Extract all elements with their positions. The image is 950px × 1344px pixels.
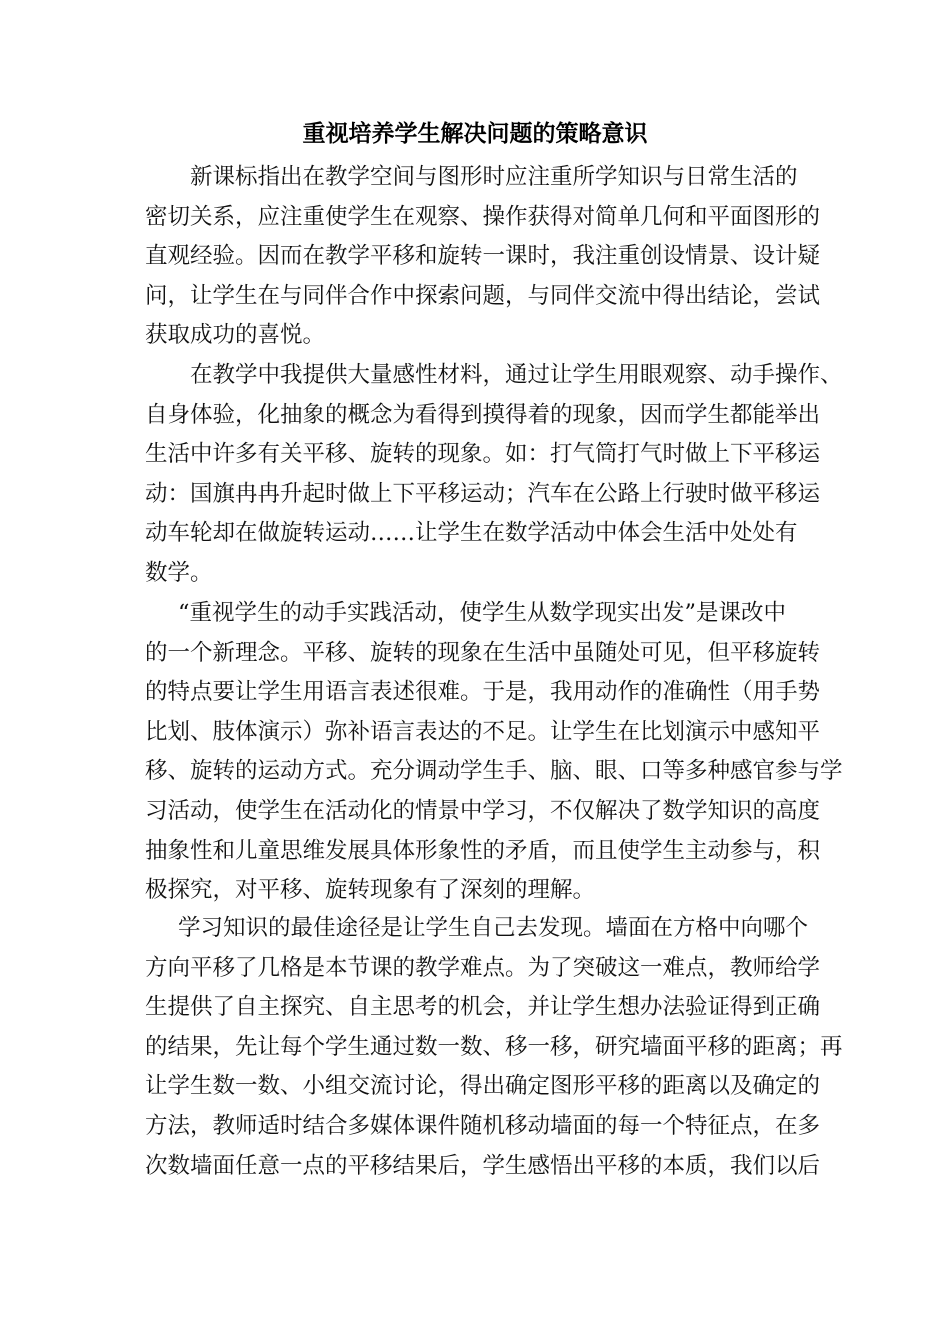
paragraph-line: 的结果，先让每个学生通过数一数、移一移，研究墙面平移的距离；再 xyxy=(145,1033,843,1060)
paragraph-line: 方向平移了几格是本节课的教学难点。为了突破这一难点，教师给学 xyxy=(145,954,821,981)
paragraph-line: 动车轮却在做旋转运动……让学生在数学活动中体会生活中处处有 xyxy=(145,520,798,547)
paragraph-line: 的一个新理念。平移、旋转的现象在生活中虽随处可见，但平移旋转 xyxy=(145,639,821,666)
paragraph-line: 生提供了自主探究、自主思考的机会，并让学生想办法验证得到正确 xyxy=(145,994,821,1021)
paragraph-1 xyxy=(145,158,835,356)
paragraph-line: 密切关系，应注重使学生在观察、操作获得对简单几何和平面图形的 xyxy=(145,203,821,230)
paragraph-line: 让学生数一数、小组交流讨论，得出确定图形平移的距离以及确定的 xyxy=(145,1073,821,1100)
paragraph-line: 学习知识的最佳途径是让学生自己去发现。墙面在方格中向哪个 xyxy=(178,915,809,941)
paragraph-line: 方法，教师适时结合多媒体课件随机移动墙面的每一个特征点，在多 xyxy=(145,1112,821,1139)
paragraph-line: “重视学生的动手实践活动，使学生从数学现实出发”是课改中 xyxy=(178,600,787,626)
paragraph-line: 移、旋转的运动方式。充分调动学生手、脑、眼、口等多种感官参与学 xyxy=(145,758,843,785)
paragraph-line: 新课标指出在教学空间与图形时应注重所学知识与日常生活的 xyxy=(190,164,798,190)
paragraph-line: 习活动，使学生在活动化的情景中学习，不仅解决了数学知识的高度 xyxy=(145,797,821,824)
paragraph-line: 问，让学生在与同伴合作中探索问题，与同伴交流中得出结论，尝试 xyxy=(145,282,821,309)
paragraph-3 xyxy=(145,594,843,911)
paragraph-4 xyxy=(145,909,843,1186)
paragraph-line: 的特点要让学生用语言表述很难。于是，我用动作的准确性（用手势 xyxy=(145,679,821,706)
paragraph-line: 在教学中我提供大量感性材料，通过让学生用眼观察、动手操作、 xyxy=(190,362,843,388)
paragraph-line: 比划、肢体演示）弥补语言表达的不足。让学生在比划演示中感知平 xyxy=(145,718,821,745)
paragraph-line: 直观经验。因而在教学平移和旋转一课时，我注重创设情景、设计疑 xyxy=(145,243,821,270)
paragraph-line: 自身体验，化抽象的概念为看得到摸得着的现象，因而学生都能举出 xyxy=(145,401,821,428)
document-title: 重视培养学生解决问题的策略意识 xyxy=(302,120,648,147)
paragraph-line: 抽象性和儿童思维发展具体形象性的矛盾，而且使学生主动参与，积 xyxy=(145,837,821,864)
paragraph-line: 次数墙面任意一点的平移结果后，学生感悟出平移的本质，我们以后 xyxy=(145,1152,821,1179)
paragraph-line: 动：国旗冉冉升起时做上下平移运动；汽车在公路上行驶时做平移运 xyxy=(145,480,821,507)
paragraph-line: 生活中许多有关平移、旋转的现象。如：打气筒打气时做上下平移运 xyxy=(145,441,821,468)
paragraph-line: 获取成功的喜悦。 xyxy=(145,322,326,349)
paragraph-line: 数学。 xyxy=(145,559,213,586)
paragraph-2 xyxy=(145,356,843,594)
paragraph-line: 极探究，对平移、旋转现象有了深刻的理解。 xyxy=(145,877,596,904)
